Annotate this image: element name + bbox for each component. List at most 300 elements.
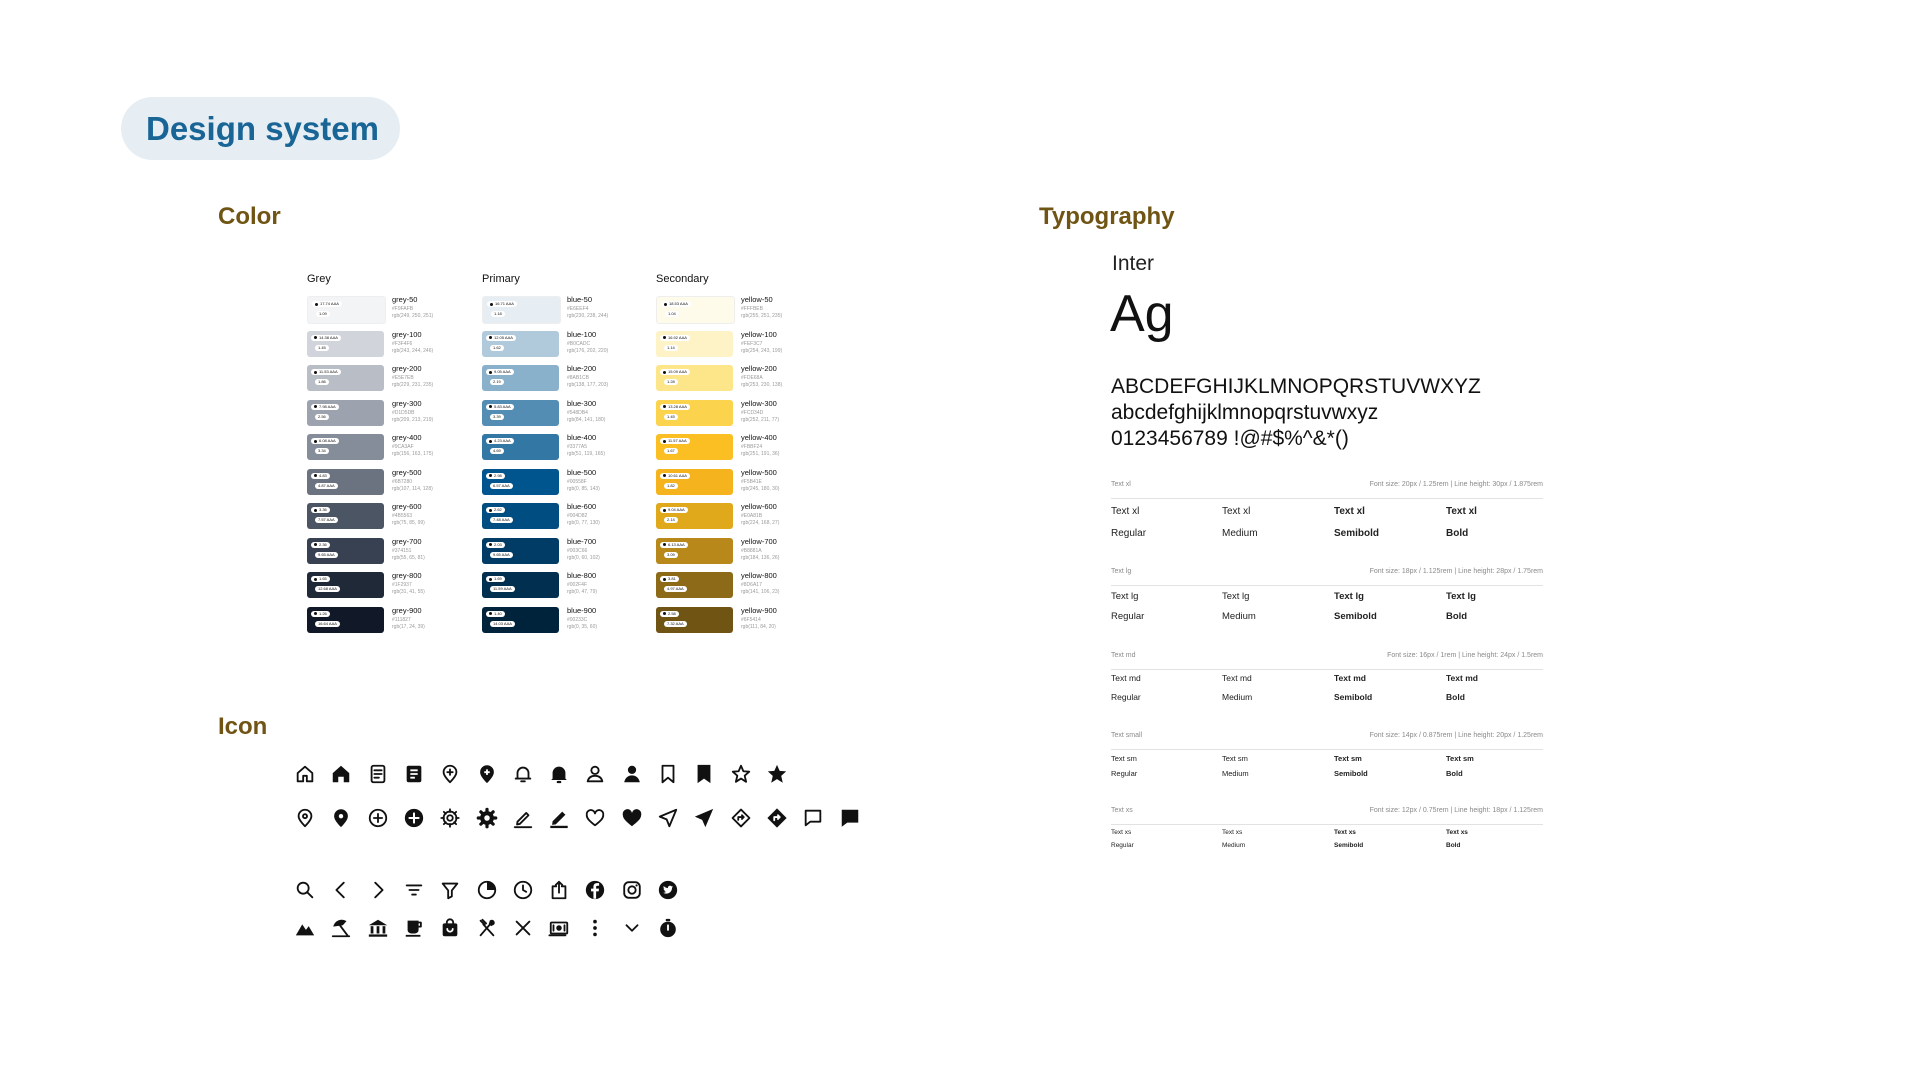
facebook-icon bbox=[584, 879, 606, 901]
type-weight-label: Bold bbox=[1446, 611, 1468, 622]
color-swatch bbox=[656, 331, 733, 357]
swatch-hex: #9CA3AF bbox=[392, 444, 414, 450]
contrast-chip: 4.69 bbox=[490, 448, 504, 454]
swatch-rgb: rgb(176, 202, 220) bbox=[567, 347, 609, 354]
swatch-hex: #B8881A bbox=[741, 547, 762, 554]
contrast-value: 7.98 AAA bbox=[319, 403, 336, 409]
contrast-chip: 3.34 bbox=[315, 448, 329, 454]
swatch-hex: #FCD34D bbox=[741, 409, 764, 416]
color-swatch bbox=[656, 434, 733, 460]
type-style-spec: Font size: 12px / 0.75rem | Line height: 18px / 1.125rem bbox=[1369, 807, 1543, 814]
dot-icon bbox=[314, 543, 317, 546]
color-swatch bbox=[656, 469, 733, 495]
dot-icon bbox=[489, 440, 492, 443]
directions-filled-icon bbox=[766, 807, 788, 829]
swatch-rgb: rgb(141, 106, 23) bbox=[741, 589, 780, 595]
swatch-rgb: rgb(255, 251, 235) bbox=[741, 313, 783, 319]
contrast-value: 13.28 AAA bbox=[668, 403, 687, 409]
cafe-icon bbox=[403, 917, 425, 939]
dot-icon bbox=[489, 405, 492, 408]
swatch-hex: #111827 bbox=[392, 616, 411, 623]
swatch-name: grey-400 bbox=[392, 433, 422, 442]
contrast-chip: 7.48 AAA bbox=[490, 517, 513, 523]
document-filled-icon bbox=[403, 763, 425, 785]
home-filled-icon bbox=[330, 763, 352, 785]
swatch-hex: #3377A5 bbox=[567, 444, 588, 450]
contrast-chip bbox=[660, 404, 690, 410]
dot-icon bbox=[663, 543, 666, 546]
restaurant-icon bbox=[476, 917, 498, 939]
contrast-chip bbox=[311, 507, 330, 513]
swatch-name: grey-100 bbox=[392, 329, 422, 339]
navigation-filled-icon bbox=[693, 807, 715, 829]
contrast-chip: 12.68 AAA bbox=[315, 586, 340, 592]
dot-icon bbox=[314, 509, 317, 512]
map-pin-outline-icon bbox=[294, 807, 316, 829]
dot-icon bbox=[314, 578, 317, 581]
swatch-hex: #F5B41E bbox=[741, 478, 762, 485]
type-weight-label: Semibold bbox=[1334, 769, 1368, 778]
sort-icon bbox=[403, 879, 425, 901]
money-icon bbox=[548, 917, 570, 939]
type-sample: Text xl bbox=[1111, 506, 1140, 517]
contrast-chip bbox=[486, 335, 516, 341]
color-group-title: Primary bbox=[482, 273, 520, 285]
swatch-hex: #E5E7EB bbox=[392, 375, 414, 381]
color-swatch bbox=[656, 538, 733, 564]
swatch-hex: #002F4F bbox=[567, 582, 588, 588]
contrast-chip bbox=[660, 438, 690, 444]
type-style-label: Text md bbox=[1111, 652, 1136, 659]
swatch-name: blue-800 bbox=[567, 571, 597, 580]
search-icon bbox=[294, 879, 316, 901]
contrast-chip bbox=[312, 301, 342, 307]
type-sample: Text md bbox=[1111, 673, 1141, 683]
home-outline-icon bbox=[294, 763, 316, 785]
dot-icon bbox=[489, 336, 492, 339]
dot-icon bbox=[315, 303, 318, 306]
swatch-rgb: rgb(252, 211, 77) bbox=[741, 416, 779, 423]
contrast-chip bbox=[311, 335, 341, 341]
type-weight-label: Medium bbox=[1222, 611, 1256, 622]
color-group-title: Secondary bbox=[656, 273, 709, 285]
swatch-name: grey-700 bbox=[392, 536, 422, 546]
swatch-rgb: rgb(229, 231, 235) bbox=[392, 382, 434, 388]
contrast-value: 3.36 bbox=[319, 507, 327, 512]
contrast-chip bbox=[660, 473, 690, 479]
type-sample: Text sm bbox=[1334, 754, 1362, 763]
contrast-chip bbox=[486, 611, 505, 617]
timer-icon bbox=[657, 917, 679, 939]
dot-icon bbox=[314, 474, 317, 477]
dot-icon bbox=[314, 440, 317, 443]
contrast-chip: 16.64 AAA bbox=[315, 621, 340, 627]
swatch-rgb: rgb(31, 41, 55) bbox=[392, 589, 425, 595]
swatch-name: grey-50 bbox=[392, 295, 418, 304]
type-sample: Text xl bbox=[1334, 506, 1365, 517]
contrast-value: 16.92 AAA bbox=[668, 334, 687, 340]
color-swatch bbox=[482, 365, 559, 391]
gear-filled-icon bbox=[476, 807, 498, 829]
contrast-value: 1.40 bbox=[494, 610, 502, 616]
swatch-name: blue-900 bbox=[567, 605, 597, 615]
swatch-hex: #004D82 bbox=[567, 513, 588, 519]
type-weight-label: Bold bbox=[1446, 842, 1461, 849]
type-sample: Text xl bbox=[1222, 506, 1251, 517]
swatch-name: blue-50 bbox=[567, 295, 593, 304]
contrast-chip: 3.09 bbox=[664, 552, 678, 558]
contrast-value: 16.71 AAA bbox=[495, 301, 514, 306]
contrast-chip: 1.14 bbox=[664, 345, 678, 351]
dot-icon bbox=[663, 371, 666, 374]
contrast-value: 1.69 bbox=[494, 576, 502, 581]
swatch-rgb: rgb(138, 177, 203) bbox=[567, 382, 609, 388]
bell-outline-icon bbox=[512, 763, 534, 785]
color-section-title: Color bbox=[218, 203, 281, 230]
contrast-chip: 1.09 bbox=[316, 311, 330, 317]
swatch-name: yellow-900 bbox=[741, 605, 777, 615]
swatch-rgb: rgb(224, 168, 27) bbox=[741, 520, 780, 526]
type-weight-label: Regular bbox=[1111, 528, 1147, 539]
contrast-value: 10.61 AAA bbox=[668, 472, 687, 478]
contrast-chip: 1.04 bbox=[665, 311, 679, 317]
dot-icon bbox=[314, 371, 317, 374]
swatch-name: blue-300 bbox=[567, 398, 597, 408]
swatch-rgb: rgb(0, 47, 79) bbox=[567, 589, 598, 595]
swatch-name: yellow-100 bbox=[741, 329, 777, 339]
contrast-chip: 1.67 bbox=[664, 448, 678, 454]
swatch-rgb: rgb(245, 180, 30) bbox=[741, 485, 780, 492]
type-weight-label: Regular bbox=[1111, 842, 1134, 849]
color-swatch bbox=[307, 434, 384, 460]
swatch-rgb: rgb(254, 243, 199) bbox=[741, 347, 783, 354]
dot-icon bbox=[314, 405, 317, 408]
divider bbox=[1111, 498, 1543, 499]
location-add-outline-icon bbox=[439, 763, 461, 785]
plus-circle-outline-icon bbox=[367, 807, 389, 829]
type-sample: Text lg bbox=[1446, 591, 1476, 602]
color-swatch bbox=[482, 434, 559, 460]
color-swatch bbox=[656, 572, 733, 598]
contrast-value: 4.23 AAA bbox=[494, 438, 511, 443]
swatch-name: grey-300 bbox=[392, 398, 422, 408]
contrast-value: 11.53 AAA bbox=[319, 369, 338, 374]
contrast-value: 5.83 AAA bbox=[494, 403, 511, 409]
user-filled-icon bbox=[621, 763, 643, 785]
contrast-chip: 11.59 AAA bbox=[490, 586, 515, 592]
contrast-value: 4.83 bbox=[319, 472, 327, 478]
mountain-icon bbox=[294, 917, 316, 939]
contrast-chip bbox=[487, 301, 517, 307]
contrast-chip bbox=[486, 438, 514, 444]
swatch-rgb: rgb(84, 141, 180) bbox=[567, 416, 606, 423]
user-outline-icon bbox=[584, 763, 606, 785]
swatch-hex: #FDE68A bbox=[741, 375, 763, 381]
dot-icon bbox=[489, 578, 492, 581]
type-sample: Text xl bbox=[1446, 506, 1477, 517]
dot-icon bbox=[664, 303, 667, 306]
gear-outline-icon bbox=[439, 807, 461, 829]
color-swatch bbox=[482, 572, 559, 598]
typography-section-title: Typography bbox=[1039, 203, 1175, 230]
contrast-chip: 1.45 bbox=[315, 345, 329, 351]
contrast-chip bbox=[660, 611, 679, 617]
contrast-chip: 1.45 bbox=[664, 414, 678, 420]
map-pin-filled-icon bbox=[330, 807, 352, 829]
swatch-hex: #6B7280 bbox=[392, 478, 413, 485]
color-swatch bbox=[656, 400, 733, 426]
swatch-name: grey-500 bbox=[392, 467, 422, 477]
close-icon bbox=[512, 917, 534, 939]
swatch-name: blue-700 bbox=[567, 536, 597, 546]
dot-icon bbox=[663, 578, 666, 581]
type-style-spec: Font size: 14px / 0.875rem | Line height: 20px / 1.25rem bbox=[1369, 732, 1543, 739]
contrast-chip: 7.32 AAA bbox=[664, 621, 687, 627]
type-weight-label: Bold bbox=[1446, 528, 1469, 539]
swatch-rgb: rgb(55, 65, 81) bbox=[392, 554, 425, 561]
dot-icon bbox=[663, 612, 666, 615]
swatch-rgb: rgb(0, 35, 60) bbox=[567, 623, 598, 630]
dot-icon bbox=[314, 612, 317, 615]
swatch-hex: #B0CADC bbox=[567, 340, 591, 347]
dot-icon bbox=[663, 336, 666, 339]
color-swatch bbox=[307, 400, 384, 426]
contrast-value: 2.03 bbox=[494, 541, 502, 547]
swatch-rgb: rgb(51, 119, 165) bbox=[567, 451, 605, 457]
contrast-chip: 1.82 bbox=[664, 483, 678, 489]
swatch-rgb: rgb(107, 114, 128) bbox=[392, 485, 433, 492]
swatch-name: blue-200 bbox=[567, 364, 597, 373]
color-swatch bbox=[482, 503, 559, 529]
type-weight-label: Regular bbox=[1111, 692, 1141, 702]
contrast-chip: 4.97 AAA bbox=[664, 586, 687, 592]
contrast-chip bbox=[660, 542, 688, 548]
font-name: Inter bbox=[1112, 252, 1155, 275]
contrast-chip bbox=[311, 611, 330, 617]
color-group-title: Grey bbox=[307, 273, 331, 285]
type-weight-label: Semibold bbox=[1334, 692, 1373, 702]
dot-icon bbox=[663, 509, 666, 512]
swatch-rgb: rgb(17, 24, 39) bbox=[392, 623, 425, 630]
divider bbox=[1111, 749, 1543, 750]
contrast-chip: 4.87 AAA bbox=[315, 483, 338, 489]
contrast-chip: 9.65 AAA bbox=[315, 552, 338, 558]
color-swatch bbox=[482, 538, 559, 564]
bookmark-filled-icon bbox=[693, 763, 715, 785]
contrast-chip bbox=[486, 473, 505, 479]
swatch-hex: #D1D5DB bbox=[392, 409, 415, 416]
swatch-hex: #FEF3C7 bbox=[741, 340, 763, 347]
swatch-hex: #E6EEF4 bbox=[567, 306, 589, 312]
contrast-chip bbox=[311, 542, 330, 548]
page-title: Design system bbox=[121, 97, 400, 160]
contrast-value: 3.81 bbox=[668, 576, 676, 581]
color-swatch bbox=[482, 607, 559, 633]
swatch-name: blue-400 bbox=[567, 433, 597, 442]
swatch-hex: #1F2937 bbox=[392, 582, 412, 588]
type-sample: Text md bbox=[1222, 673, 1252, 683]
contrast-chip bbox=[311, 404, 339, 410]
bookmark-outline-icon bbox=[657, 763, 679, 785]
dot-icon bbox=[489, 474, 492, 477]
dot-icon bbox=[663, 440, 666, 443]
swatch-hex: #F9FAFB bbox=[392, 306, 414, 312]
contrast-value: 6.13 AAA bbox=[668, 541, 685, 547]
contrast-chip bbox=[311, 473, 330, 479]
contrast-chip bbox=[486, 404, 514, 410]
heart-outline-icon bbox=[584, 807, 606, 829]
uppercase-sample: ABCDEFGHIJKLMNOPQRSTUVWXYZ bbox=[1111, 375, 1481, 398]
star-filled-icon bbox=[766, 763, 788, 785]
type-sample: Text lg bbox=[1222, 591, 1250, 602]
color-swatch bbox=[656, 296, 735, 324]
contrast-chip: 2.14 bbox=[664, 517, 678, 523]
swatch-name: yellow-300 bbox=[741, 398, 777, 408]
swatch-hex: #6F5414 bbox=[741, 616, 761, 623]
museum-icon bbox=[367, 917, 389, 939]
dot-icon bbox=[663, 405, 666, 408]
type-weight-label: Medium bbox=[1222, 769, 1249, 778]
color-swatch bbox=[307, 331, 384, 357]
contrast-value: 1.26 bbox=[319, 610, 327, 616]
dot-icon bbox=[663, 474, 666, 477]
type-weight-label: Semibold bbox=[1334, 842, 1364, 849]
swatch-rgb: rgb(0, 60, 102) bbox=[567, 554, 600, 561]
swatch-name: yellow-800 bbox=[741, 571, 777, 580]
type-sample: Text xs bbox=[1111, 829, 1132, 836]
swatch-hex: #FFFBEB bbox=[741, 306, 763, 312]
location-add-filled-icon bbox=[476, 763, 498, 785]
type-sample: Text xs bbox=[1222, 829, 1243, 836]
chat-outline-icon bbox=[802, 807, 824, 829]
contrast-chip bbox=[486, 576, 505, 582]
chevron-down-icon bbox=[621, 917, 643, 939]
contrast-value: 6.08 AAA bbox=[319, 438, 336, 443]
type-style-label: Text small bbox=[1111, 732, 1143, 739]
type-weight-label: Medium bbox=[1222, 842, 1246, 849]
heart-filled-icon bbox=[621, 807, 643, 829]
contrast-chip: 1.18 bbox=[491, 311, 505, 317]
swatch-name: grey-800 bbox=[392, 571, 422, 580]
swatch-hex: #00233C bbox=[567, 616, 588, 623]
type-weight-label: Regular bbox=[1111, 769, 1138, 778]
icon-section-title: Icon bbox=[218, 713, 268, 740]
swatch-hex: #003C66 bbox=[567, 547, 588, 554]
color-swatch bbox=[656, 365, 733, 391]
contrast-chip: 1.28 bbox=[664, 379, 678, 385]
contrast-chip: 9.65 AAA bbox=[490, 552, 513, 558]
clock-icon bbox=[512, 879, 534, 901]
dot-icon bbox=[490, 303, 493, 306]
contrast-value: 9.05 AAA bbox=[494, 369, 511, 374]
directions-outline-icon bbox=[730, 807, 752, 829]
swatch-hex: #374151 bbox=[392, 547, 412, 554]
swatch-hex: #548DB4 bbox=[567, 409, 588, 416]
type-sample: Text sm bbox=[1222, 754, 1248, 763]
swatch-rgb: rgb(249, 250, 251) bbox=[392, 313, 434, 319]
swatch-name: yellow-50 bbox=[741, 295, 773, 304]
swatch-hex: #8D6A17 bbox=[741, 582, 762, 588]
pie-chart-icon bbox=[476, 879, 498, 901]
type-style-label: Text xl bbox=[1111, 481, 1131, 488]
contrast-chip bbox=[486, 369, 514, 375]
dot-icon bbox=[489, 509, 492, 512]
contrast-value: 15.09 AAA bbox=[668, 369, 687, 374]
contrast-chip: 1.62 bbox=[490, 345, 504, 351]
swatch-hex: #8AB1CB bbox=[567, 375, 589, 381]
contrast-chip bbox=[311, 438, 339, 444]
swatch-rgb: rgb(230, 238, 244) bbox=[567, 313, 609, 319]
navigation-outline-icon bbox=[657, 807, 679, 829]
contrast-chip bbox=[661, 301, 691, 307]
dot-icon bbox=[489, 612, 492, 615]
type-weight-label: Bold bbox=[1446, 769, 1463, 778]
dot-icon bbox=[314, 336, 317, 339]
type-weight-label: Medium bbox=[1222, 528, 1258, 539]
color-swatch bbox=[307, 296, 386, 324]
contrast-chip: 1.86 bbox=[315, 379, 329, 385]
swatch-rgb: rgb(251, 191, 36) bbox=[741, 451, 780, 457]
edit-outline-icon bbox=[512, 807, 534, 829]
share-icon bbox=[548, 879, 570, 901]
star-outline-icon bbox=[730, 763, 752, 785]
swatch-hex: #00558F bbox=[567, 478, 587, 485]
contrast-chip: 7.57 AAA bbox=[315, 517, 338, 523]
lowercase-sample: abcdefghijklmnopqrstuvwxyz bbox=[1111, 401, 1379, 424]
color-swatch bbox=[656, 607, 733, 633]
plus-circle-filled-icon bbox=[403, 807, 425, 829]
swatch-rgb: rgb(253, 230, 138) bbox=[741, 382, 783, 388]
color-swatch bbox=[307, 469, 384, 495]
type-sample: Text lg bbox=[1111, 591, 1139, 602]
swatch-hex: #E0A81B bbox=[741, 513, 763, 519]
dot-icon bbox=[489, 371, 492, 374]
contrast-chip bbox=[486, 542, 505, 548]
filter-icon bbox=[439, 879, 461, 901]
numbers-sample: 0123456789 !@#$%^&*() bbox=[1111, 427, 1349, 450]
type-weight-label: Semibold bbox=[1334, 611, 1377, 622]
font-specimen: Ag bbox=[1110, 285, 1174, 343]
swatch-rgb: rgb(0, 85, 143) bbox=[567, 485, 600, 492]
type-style-label: Text lg bbox=[1111, 568, 1132, 575]
swatch-rgb: rgb(209, 213, 219) bbox=[392, 416, 434, 423]
contrast-chip bbox=[660, 369, 690, 375]
type-sample: Text lg bbox=[1334, 591, 1364, 602]
swatch-name: blue-100 bbox=[567, 329, 597, 339]
contrast-value: 2.58 bbox=[668, 610, 676, 616]
type-weight-label: Regular bbox=[1111, 611, 1145, 622]
contrast-chip bbox=[660, 576, 679, 582]
type-sample: Text xs bbox=[1334, 829, 1356, 836]
type-sample: Text md bbox=[1334, 673, 1366, 683]
beach-umbrella-icon bbox=[330, 917, 352, 939]
bell-filled-icon bbox=[548, 763, 570, 785]
contrast-value: 17.74 AAA bbox=[320, 301, 339, 306]
swatch-name: blue-500 bbox=[567, 467, 597, 477]
color-swatch bbox=[307, 538, 384, 564]
chevron-left-icon bbox=[330, 879, 352, 901]
contrast-value: 1.65 bbox=[319, 576, 327, 581]
swatch-name: blue-600 bbox=[567, 502, 597, 511]
more-vertical-icon bbox=[584, 917, 606, 939]
contrast-chip: 14.03 AAA bbox=[490, 621, 515, 627]
color-swatch bbox=[482, 469, 559, 495]
contrast-chip bbox=[660, 335, 690, 341]
swatch-name: grey-600 bbox=[392, 502, 422, 511]
swatch-rgb: rgb(0, 77, 130) bbox=[567, 520, 600, 526]
contrast-chip: 6.57 AAA bbox=[490, 483, 513, 489]
swatch-rgb: rgb(243, 244, 246) bbox=[392, 347, 434, 354]
